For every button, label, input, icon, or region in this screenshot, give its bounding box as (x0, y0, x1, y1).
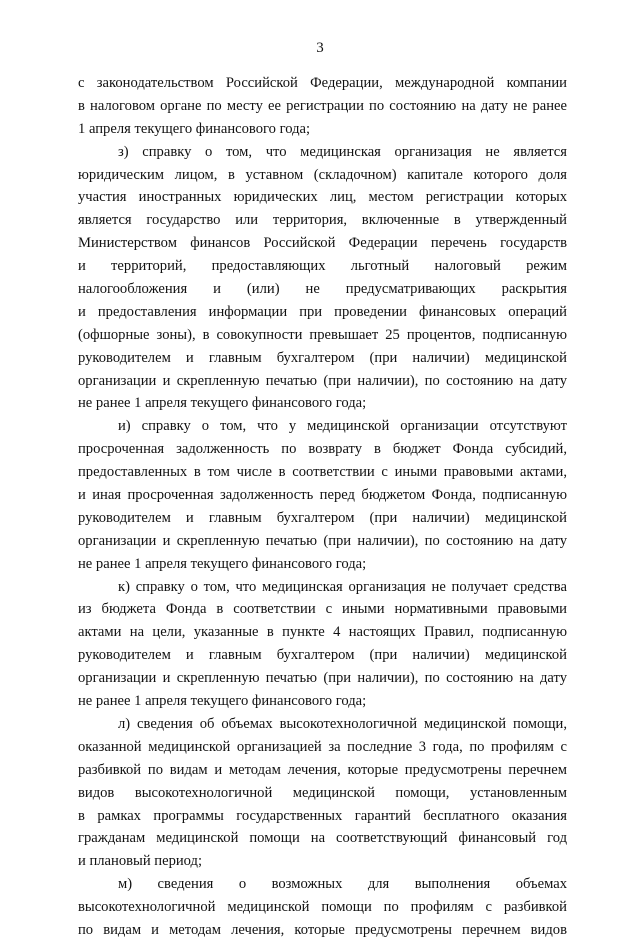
text-line: и предоставления информации при проведении финансовых операций (78, 303, 567, 320)
text-line: организации и скрепленную печатью (при наличии), по состоянию на дату (78, 532, 567, 549)
text-line: просроченная задолженность по возврату в бюджет Фонда субсидий, (78, 441, 567, 458)
text-line: разбивкой по видам и методам лечения, которые предусмотрены перечнем (78, 761, 567, 778)
text-line: Министерством финансов Российской Федерации перечень государств (78, 235, 567, 252)
text-line: и территорий, предоставляющих льготный налоговый режим (78, 258, 567, 275)
text-line: не ранее 1 апреля текущего финансового года; (78, 693, 367, 710)
text-line: не ранее 1 апреля текущего финансового года; (78, 555, 367, 572)
page-number: 3 (316, 40, 324, 56)
text-line: высокотехнологичной медицинской помощи по профилям с разбивкой (78, 899, 567, 916)
text-line: з) справку о том, что медицинская организация не является (118, 143, 567, 160)
text-line: участия иностранных юридических лиц, местом регистрации которых (78, 189, 567, 206)
text-line: и иная просроченная задолженность перед бюджетом Фонда, подписанную (78, 487, 567, 504)
text-line: и) справку о том, что у медицинской организации отсутствуют (118, 418, 567, 435)
text-line: гражданам медицинской помощи на соответствующий финансовый год (78, 830, 567, 847)
text-line: является государство или территория, включенные в утвержденный (78, 212, 567, 229)
text-line: в рамках программы государственных гарантий бесплатного оказания (78, 807, 567, 824)
text-line: оказанной медицинской организацией за последние 3 года, по профилям с (78, 738, 567, 755)
text-line: налогообложения и (или) не предусматривающих раскрытия (78, 281, 567, 298)
text-line: руководителем и главным бухгалтером (при наличии) медицинской (78, 647, 567, 664)
text-line: организации и скрепленную печатью (при наличии), по состоянию на дату (78, 670, 567, 687)
text-line: видов высокотехнологичной медицинской помощи, установленным (78, 784, 567, 801)
text-line: предоставленных в том числе в соответствии с иными правовыми актами, (78, 464, 567, 481)
text-line: и плановый период; (78, 853, 203, 870)
text-line: из бюджета Фонда в соответствии с иными нормативными правовыми (78, 601, 567, 618)
text-line: руководителем и главным бухгалтером (при наличии) медицинской (78, 349, 567, 366)
text-line: организации и скрепленную печатью (при наличии), по состоянию на дату (78, 372, 567, 389)
text-line: 1 апреля текущего финансового года; (78, 120, 311, 137)
document-body (78, 72, 567, 942)
text-line: по видам и методам лечения, которые предусмотрены перечнем видов (78, 921, 567, 938)
text-line: м) сведения о возможных для выполнения объемах (118, 876, 567, 893)
text-line: к) справку о том, что медицинская организация не получает средства (118, 578, 567, 595)
text-line: не ранее 1 апреля текущего финансового года; (78, 395, 367, 412)
text-line: юридическим лицом, в уставном (складочном) капитале которого доля (78, 166, 567, 183)
text-line: актами на цели, указанные в пункте 4 настоящих Правил, подписанную (78, 624, 567, 641)
text-line: руководителем и главным бухгалтером (при наличии) медицинской (78, 509, 567, 526)
text-line: в налоговом органе по месту ее регистрации по состоянию на дату не ранее (78, 97, 567, 114)
text-line: (офшорные зоны), в совокупности превышает 25 процентов, подписанную (78, 326, 567, 343)
text-line: л) сведения об объемах высокотехнологичной медицинской помощи, (118, 715, 567, 732)
text-line: с законодательством Российской Федерации, международной компании (78, 75, 567, 91)
